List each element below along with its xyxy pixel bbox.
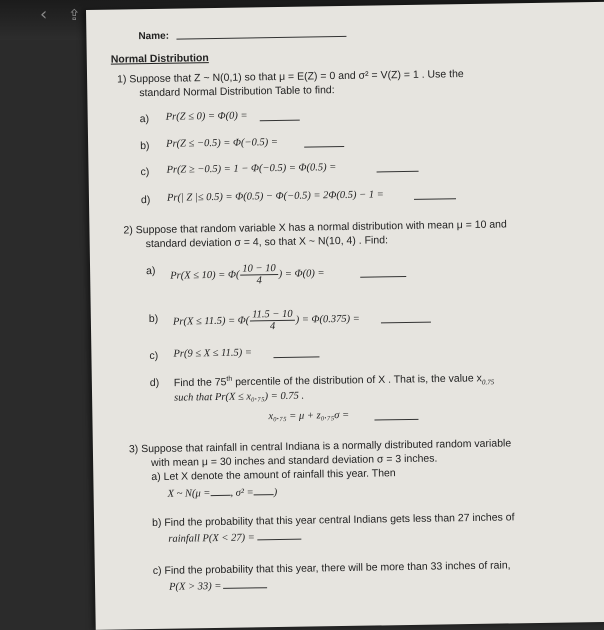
q2a-answer-blank[interactable] bbox=[360, 267, 406, 278]
q3a-line1: a) Let X denote the amount of rainfall this year. Then bbox=[151, 467, 396, 484]
q2d-line2: such that Pr(X ≤ x₀.₇₅) = 0.75 . bbox=[174, 390, 305, 404]
q3a-variance-blank[interactable] bbox=[254, 485, 274, 495]
q3-stem-line1: 3) Suppose that rainfall in central Indiana is a normally distributed random variable bbox=[128, 437, 512, 456]
q1d-expression: Pr(| Z |≤ 0.5) = Φ(0.5) − Φ(−0.5) = 2Φ(0.5) − 1 = bbox=[166, 189, 384, 204]
q2b-numerator: 11.5 − 10 bbox=[250, 309, 295, 322]
share-icon[interactable]: ⇪ bbox=[68, 6, 81, 24]
back-arrow-icon[interactable]: ‹ bbox=[40, 4, 48, 25]
q2a-denominator: 4 bbox=[256, 275, 262, 287]
q2d-line1 bbox=[174, 372, 494, 392]
q2d-label: d) bbox=[149, 376, 160, 390]
q2b-post: ) = Φ(0.375) = bbox=[295, 313, 360, 326]
q2b-fraction bbox=[250, 309, 295, 333]
worksheet-page bbox=[86, 2, 604, 630]
q2a-post: ) = Φ(0) = bbox=[278, 268, 325, 280]
q2d-line3: x₀.₇₅ = μ + z₀.₇₅σ = bbox=[268, 409, 350, 423]
q2-stem-line1: 2) Suppose that random variable X has a normal distribution with mean μ = 10 and bbox=[123, 218, 507, 237]
q1b-label: b) bbox=[140, 140, 150, 153]
q2-stem-line2: standard deviation σ = 4, so that X ~ N(10, 4) . Find: bbox=[145, 234, 389, 251]
q1-stem-line1: 1) Suppose that Z ~ N(0,1) so that μ = E(Z) = 0 and σ² = V(Z) = 1 . Use the bbox=[117, 68, 464, 86]
q1d-answer-blank[interactable] bbox=[414, 189, 456, 200]
q2b-answer-blank[interactable] bbox=[381, 313, 431, 324]
q2d-line1-sup: th bbox=[226, 375, 233, 383]
q3c-line2 bbox=[169, 578, 268, 593]
q3a-line2-pre: X ~ N(μ = bbox=[167, 488, 211, 500]
q3b-line2 bbox=[168, 530, 301, 545]
q3c-line1: c) Find the probability that this year, there will be more than 33 inches of rain, bbox=[152, 559, 511, 578]
q2d-line1-post: percentile of the distribution of X . That is, the value x bbox=[232, 372, 482, 389]
q3c-line2-pre: P(X > 33) = bbox=[168, 580, 222, 593]
q1-stem-line2: standard Normal Distribution Table to find: bbox=[139, 84, 335, 100]
section-title: Normal Distribution bbox=[110, 52, 209, 66]
q3b-line2-pre: rainfall P(X < 27) = bbox=[168, 532, 255, 545]
q1a-answer-blank[interactable] bbox=[260, 111, 300, 122]
q1b-expression: Pr(Z ≤ −0.5) = Φ(−0.5) = bbox=[166, 137, 279, 150]
q2b-pre: Pr(X ≤ 11.5) = Φ( bbox=[172, 315, 250, 328]
q3a-line2-post: ) bbox=[273, 487, 278, 499]
q2b-label: b) bbox=[148, 312, 159, 326]
q1c-label: c) bbox=[140, 166, 150, 179]
q2c-expression: Pr(9 ≤ X ≤ 11.5) = bbox=[173, 347, 252, 360]
q2a-expression bbox=[170, 262, 325, 287]
q1d-label: d) bbox=[140, 194, 151, 207]
q2d-line1-pre: Find the 75 bbox=[173, 376, 227, 390]
q1a-label: a) bbox=[139, 113, 150, 126]
name-blank[interactable] bbox=[176, 27, 346, 40]
q3b-answer-blank[interactable] bbox=[257, 530, 301, 541]
q3a-line2 bbox=[167, 485, 277, 500]
q2b-denominator: 4 bbox=[269, 321, 276, 333]
q2b-expression bbox=[173, 308, 360, 334]
q2d-answer-blank[interactable] bbox=[374, 410, 418, 421]
q2c-answer-blank[interactable] bbox=[273, 347, 319, 358]
q2a-fraction bbox=[240, 263, 278, 287]
q2a-pre: Pr(X ≤ 10) = Φ( bbox=[170, 269, 240, 282]
q2a-label: a) bbox=[146, 264, 156, 278]
q3a-line2-mid: , σ² = bbox=[230, 487, 254, 499]
name-label: Name: bbox=[138, 30, 170, 43]
q3b-line1: b) Find the probability that this year central Indians gets less than 27 inches of bbox=[151, 511, 515, 530]
q1c-answer-blank[interactable] bbox=[376, 162, 418, 173]
q1c-expression: Pr(Z ≥ −0.5) = 1 − Φ(−0.5) = Φ(0.5) = bbox=[166, 162, 337, 176]
q1a-expression: Pr(Z ≤ 0) = Φ(0) = bbox=[165, 110, 248, 123]
q2c-label: c) bbox=[149, 349, 159, 363]
q3-stem-line2: with mean μ = 30 inches and standard deviation σ = 3 inches. bbox=[151, 452, 438, 470]
q2d-line1-sub: 0.75 bbox=[481, 378, 495, 387]
q1b-answer-blank[interactable] bbox=[304, 137, 344, 148]
q2a-numerator: 10 − 10 bbox=[240, 263, 278, 276]
q3c-answer-blank[interactable] bbox=[223, 578, 267, 589]
q3a-mean-blank[interactable] bbox=[210, 486, 230, 496]
